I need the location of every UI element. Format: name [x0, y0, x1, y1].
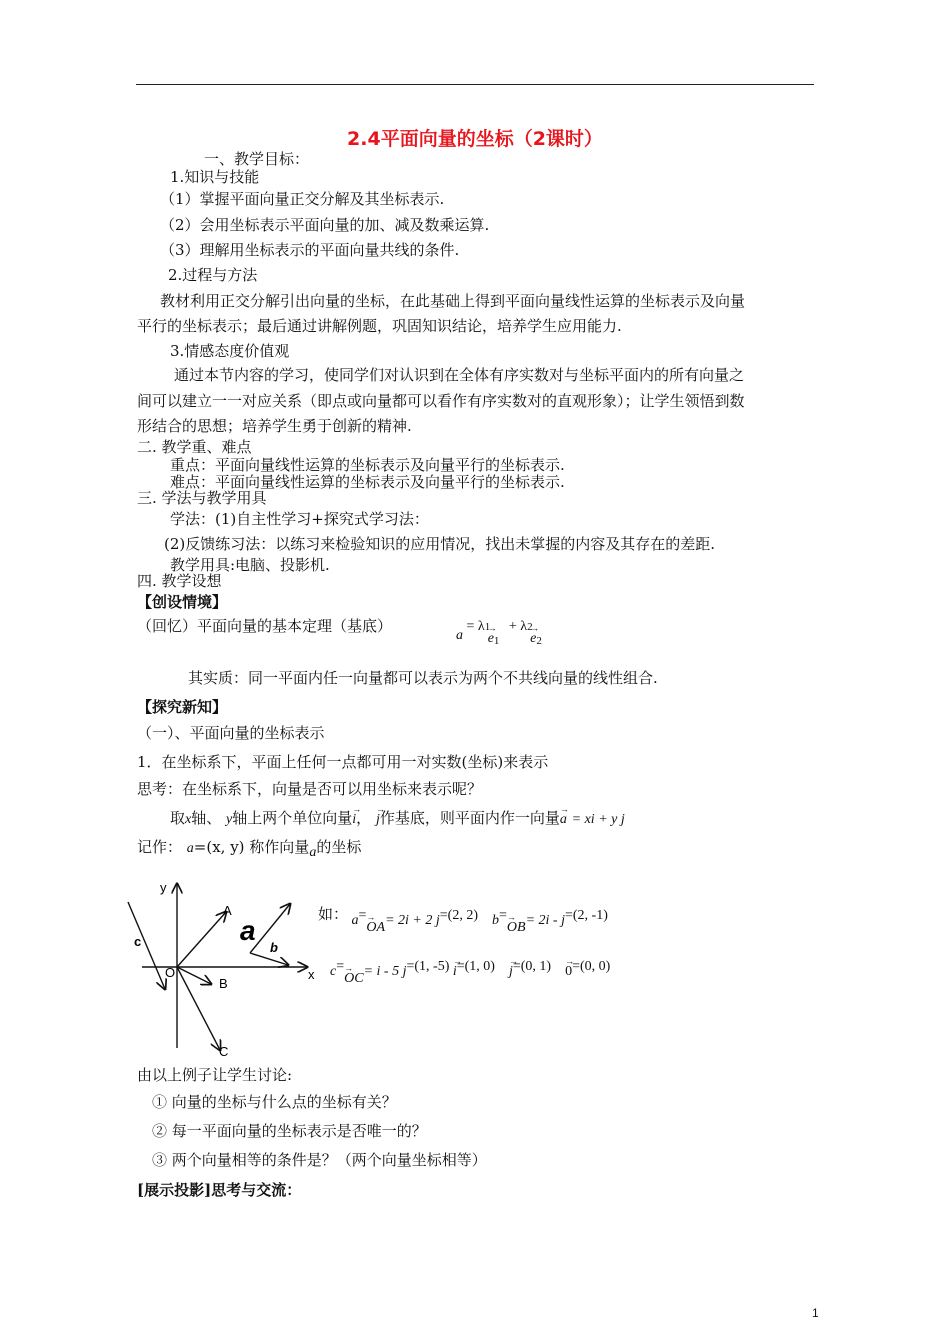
key-point: 重点：平面向量线性运算的坐标表示及向量平行的坐标表示.	[170, 456, 565, 474]
paragraph-values-1: 通过本节内容的学习，使同学们对认识到在全体有序实数对与坐标平面内的所有向量之	[174, 366, 745, 384]
example-formulas-row-1: 如： a=→ OA= 2i + 2 j=(2, 2) b=→ OB= 2i - j=(2, -1)	[318, 905, 608, 925]
page-title: 2.4平面向量的坐标（2课时）	[347, 128, 603, 150]
section-1-heading: 一、教学目标：	[204, 150, 310, 168]
point-a-label: A	[223, 903, 232, 918]
page-number: 1	[812, 1306, 819, 1320]
discussion-question-2: ② 每一平面向量的坐标表示是否唯一的？	[152, 1122, 427, 1140]
subsection-coordinate-representation: （一）、平面向量的坐标表示	[137, 724, 325, 742]
method-1: 学法：(1)自主性学习+探究式学习法：	[170, 510, 429, 528]
subsection-knowledge: 1.知识与技能	[170, 168, 260, 186]
subsection-values: 3.情感态度价值观	[170, 342, 290, 360]
section-4-heading: 四. 教学设想	[137, 572, 222, 590]
vector-c-label: c	[134, 934, 142, 949]
vector-oa	[177, 912, 226, 967]
basis-definition: 取x轴、 y轴上两个单位向量→ i， → j作基底，则平面内作一向量→ a = xi + y j	[170, 809, 625, 829]
discussion-question-3: ③ 两个向量相等的条件是？（两个向量坐标相等）	[152, 1151, 487, 1169]
y-axis-label: y	[160, 880, 167, 895]
think-question: 思考：在坐标系下，向量是否可以用坐标来表示呢？	[137, 780, 483, 798]
example-formulas-row-2: c=→ OC= i - 5 j=(1, -5) → i=(1, 0) → j=(0, 1) → 0=(0, 0)	[330, 958, 610, 976]
method-2: (2)反馈练习法：以练习来检验知识的应用情况，找出未掌握的内容及其存在的差距.	[164, 535, 716, 553]
point-c-label: C	[219, 1044, 229, 1058]
objective-2: （2）会用坐标表示平面向量的加、减及数乘运算.	[160, 216, 490, 234]
projection-heading: [展示投影]思考与交流：	[137, 1181, 302, 1199]
coordinate-diagram	[120, 878, 320, 1058]
x-axis-label: x	[308, 967, 315, 982]
recall-theorem: （回忆）平面向量的基本定理（基底）	[137, 617, 393, 635]
discussion-intro: 由以上例子让学生讨论:	[137, 1066, 293, 1084]
explore-heading: 【探究新知】	[137, 698, 228, 716]
subsection-process: 2.过程与方法	[168, 266, 258, 284]
difficult-point: 难点：平面向量线性运算的坐标表示及向量平行的坐标表示.	[170, 473, 565, 491]
vector-oc	[177, 967, 220, 1050]
paragraph-values-3: 形结合的思想；培养学生勇于创新的精神.	[137, 417, 412, 435]
paragraph-process-1: 教材利用正交分解引出向量的坐标，在此基础上得到平面向量线性运算的坐标表示及向量	[160, 292, 746, 310]
vector-a-label: a	[240, 915, 256, 946]
essence-text: 其实质：同一平面内任一向量都可以表示为两个不共线向量的线性组合.	[188, 669, 658, 687]
notation-line: 记作： a=(x, y) 称作向量a的坐标	[137, 838, 362, 860]
origin-label: O	[165, 965, 176, 980]
point-b-label: B	[219, 976, 228, 991]
paragraph-process-2: 平行的坐标表示；最后通过讲解例题，巩固知识结论，培养学生应用能力.	[137, 317, 622, 335]
objective-1: （1）掌握平面向量正交分解及其坐标表示.	[160, 190, 445, 208]
theorem-formula: $a = \lambda 1 \to e_1 + \lambda 2 \to e_2$	[456, 618, 548, 636]
paragraph-values-2: 间可以建立一一对应关系（即点或向量都可以看作有序实数对的直观形象）；让学生领悟到数	[137, 392, 745, 410]
objective-3: （3）理解用坐标表示的平面向量共线的条件.	[160, 241, 460, 259]
discussion-question-1: ① 向量的坐标与什么点的坐标有关？	[152, 1093, 397, 1111]
point-1-text: 1．在坐标系下，平面上任何一点都可用一对实数(坐标)来表示	[137, 753, 549, 771]
teaching-tools: 教学用具:电脑、投影机.	[170, 556, 330, 574]
scenario-heading: 【创设情境】	[137, 593, 228, 611]
section-2-heading: 二. 教学重、难点	[137, 438, 252, 456]
vector-b	[250, 953, 288, 965]
vector-b-label: b	[270, 940, 278, 955]
header-rule	[136, 84, 814, 85]
section-3-heading: 三. 学法与教学用具	[137, 489, 267, 507]
